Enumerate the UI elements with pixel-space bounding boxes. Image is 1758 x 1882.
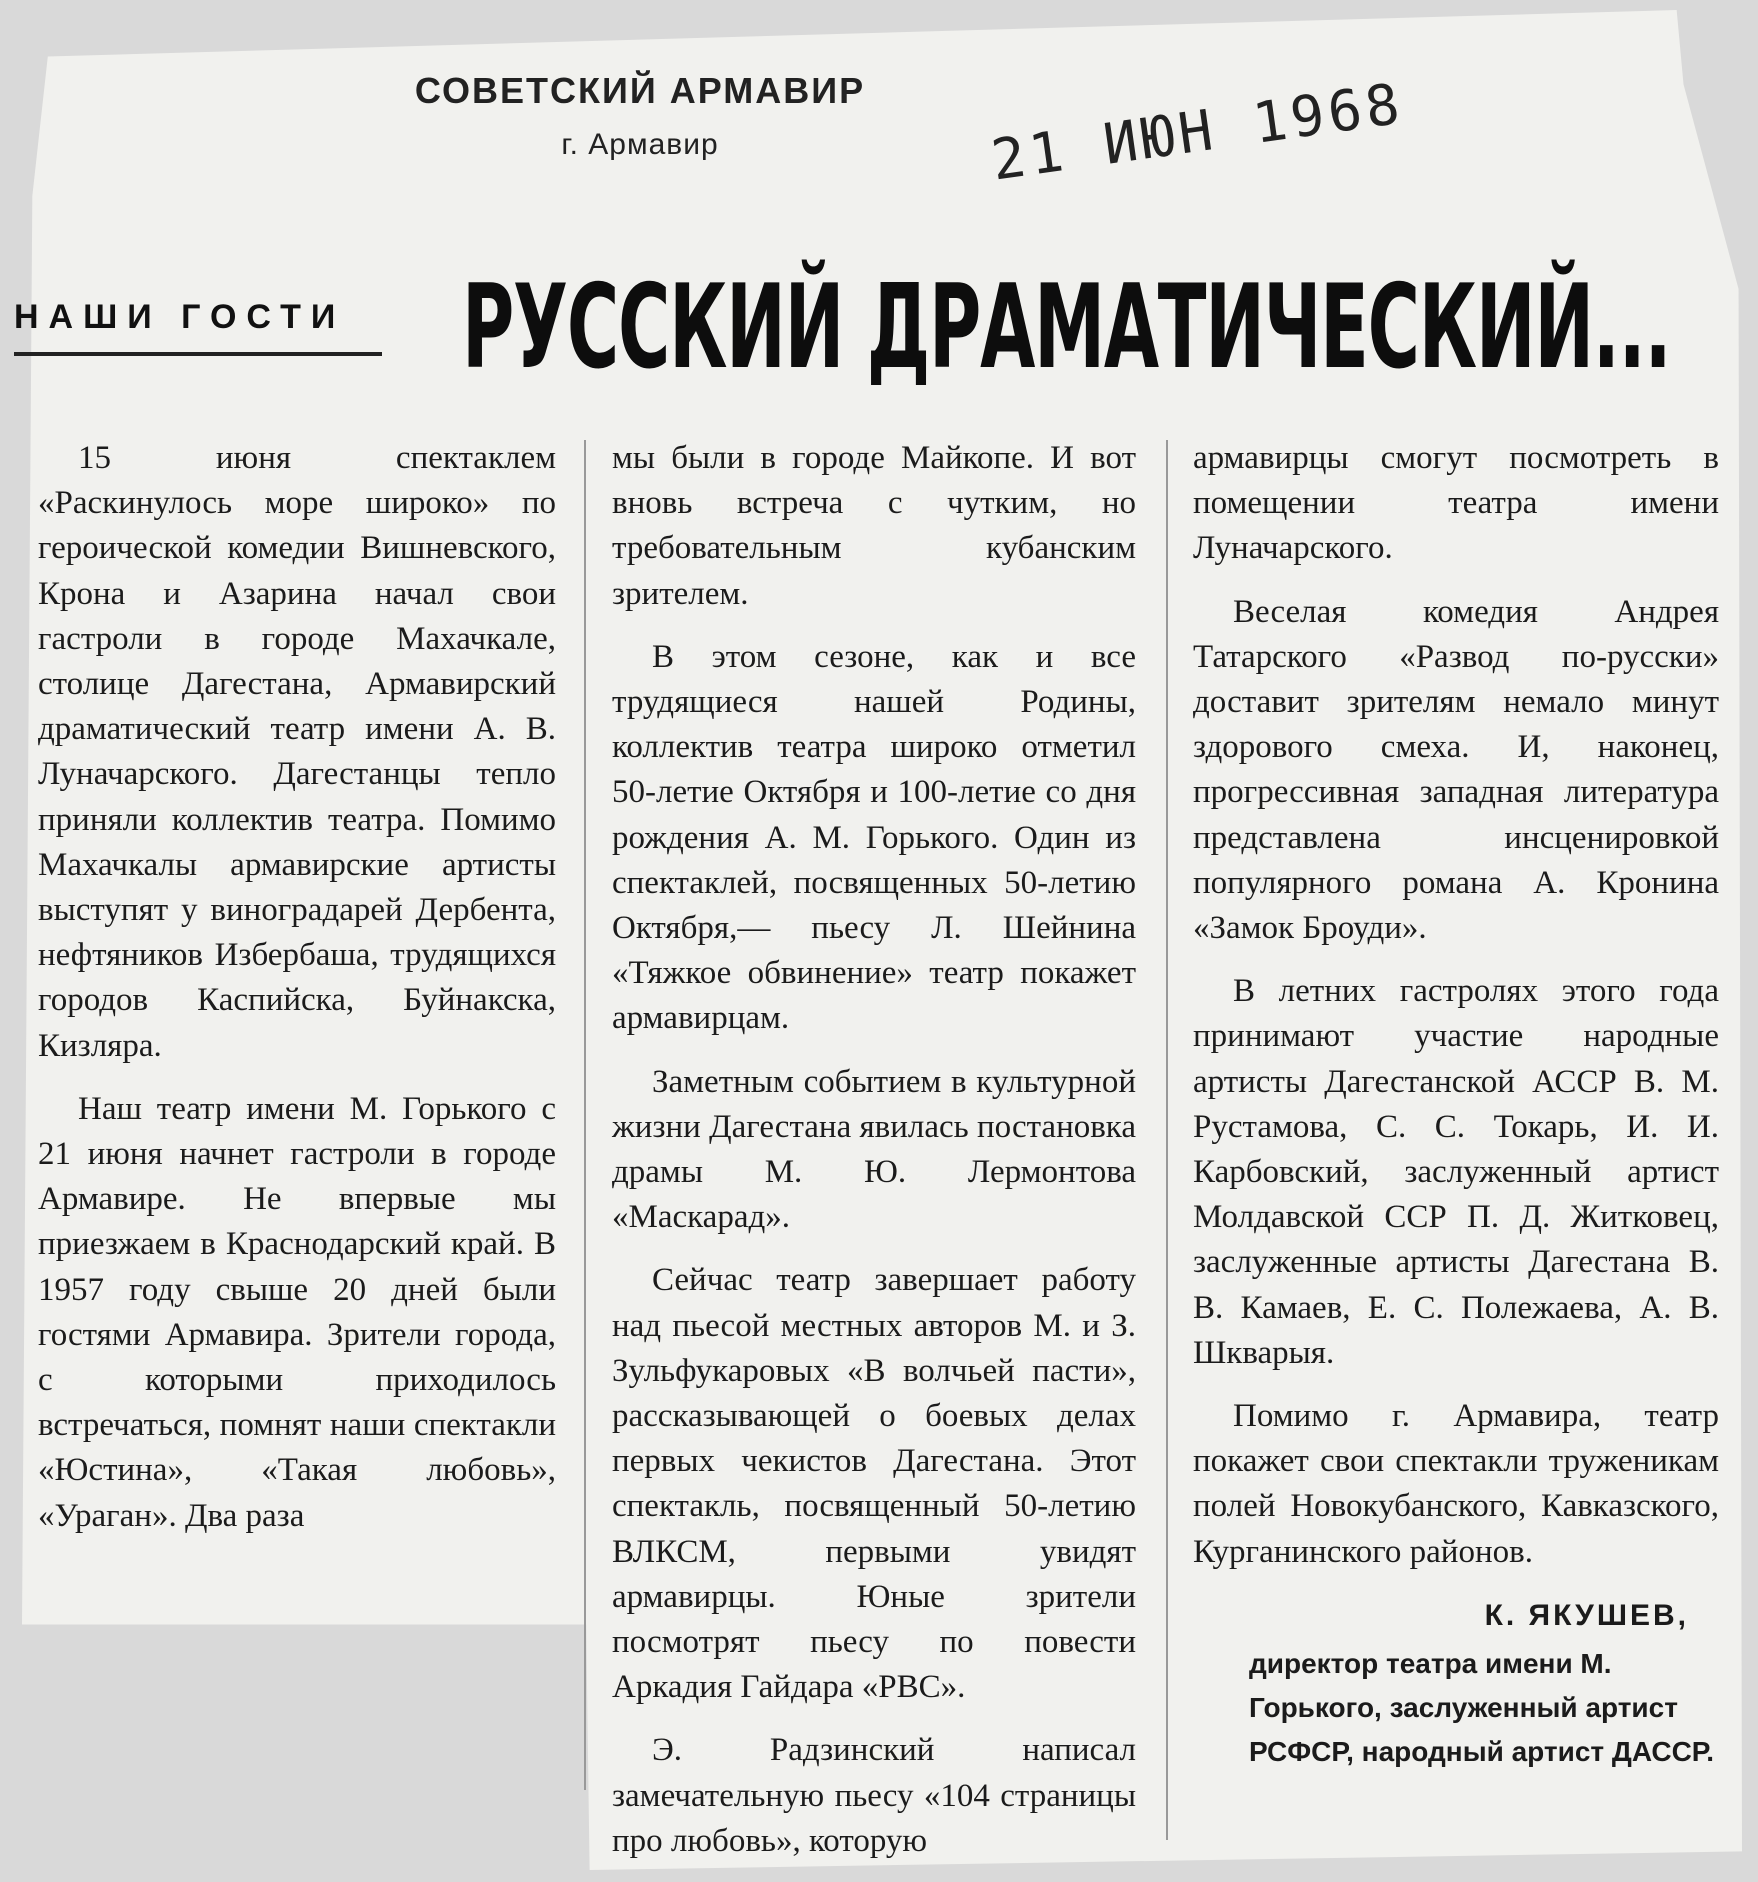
- rubric-underline: [14, 352, 382, 356]
- newspaper-city: г. Армавир: [561, 128, 719, 161]
- paragraph: армавирцы смогут посмотреть в помещении театра имени Луначарского.: [1193, 440, 1719, 567]
- paragraph: Заметным событием в культурной жизни Дагестана явилась постановка драмы М. Ю. Лермонтова «Маскарад».: [612, 1063, 1136, 1236]
- section-rubric: НАШИ ГОСТИ: [14, 298, 346, 336]
- paragraph: Веселая комедия Андрея Татарского «Развод по-русски» доставит зрителям немало минут здорового смеха. И, наконец, прогрессивная западная литература представлена инсценировкой популярного романа А. Кронина «Замок Броуди».: [1193, 593, 1719, 947]
- paragraph: В этом сезоне, как и все трудящиеся нашей Родины, коллектив театра широко отметил 50-летие Октября и 100-летие со дня рождения А. М. Горького. Один из спектаклей, посвященных 50-летию Октября,— пьесу Л. Шейнина «Тяжкое обвинение» театр покажет армавирцам.: [612, 638, 1136, 1037]
- paragraph: В летних гастролях этого года принимают участие народные артисты Дагестанской АССР В. М. Рустамова, С. С. Токарь, И. И. Карбовский, заслуженный артист Молдавской ССР П. Д. Житковец, заслуженные артисты Дагестана В. В. Камаев, Е. С. Полежаева, А. В. Шкварыя.: [1193, 973, 1719, 1371]
- author-name: К. ЯКУШЕВ,: [1484, 1598, 1689, 1632]
- paragraph: Помимо г. Армавира, театр покажет свои спектакли труженикам полей Новокубанского, Кавказского, Курганинского районов.: [1193, 1398, 1719, 1570]
- article-column-3: [1193, 436, 1719, 1774]
- paragraph: Э. Радзинский написал замечательную пьесу «104 страницы про любовь», которую: [612, 1732, 1136, 1859]
- article-column-2: [612, 436, 1136, 1882]
- date-stamp: 21 ИЮН 1968: [987, 71, 1408, 194]
- paragraph: Сейчас театр завершает работу над пьесой местных авторов М. и З. Зульфукаровых «В волчьей пасти», рассказывающей о боевых делах первых чекистов Дагестана. Этот спектакль, посвященный 50-летию ВЛКСМ, первыми увидят армавирцы. Юные зрители посмотрят пьесу по повести Аркадия Гайдара «РВС».: [612, 1262, 1136, 1706]
- newspaper-title: СОВЕТСКИЙ АРМАВИР: [414, 70, 866, 111]
- paragraph: Наш театр имени М. Горького с 21 июня начнет гастроли в городе Армавире. Не впервые мы приезжаем в Краснодарский край. В 1957 году свыше 20 дней были гостями Армавира. Зрители города, с которыми приходилось встречаться, помнят наши спектакли «Юстина», «Такая любовь», «Ураган». Два раза: [38, 1090, 556, 1534]
- column-divider: [584, 440, 586, 1790]
- author-title: директор театра имени М. Горького, заслуженный артист РСФСР, народный артист ДАССР.: [1249, 1648, 1715, 1768]
- article-headline: РУССКИЙ ДРАМАТИЧЕСКИЙ...: [462, 260, 1671, 395]
- masthead: [400, 70, 880, 162]
- article-column-1: [38, 436, 556, 1557]
- paragraph: 15 июня спектаклем «Раскинулось море широко» по героической комедии Вишневского, Крона и Азарина начал свои гастроли в городе Махачкале, столице Дагестана, Армавирский драматический театр имени А. В. Луначарского. Дагестанцы тепло приняли коллектив театра. Помимо Махачкалы армавирские артисты выступят у виноградарей Дербента, нефтяников Избербаша, трудящихся городов Каспийска, Буйнакска, Кизляра.: [38, 440, 556, 1064]
- column-divider: [1166, 440, 1168, 1840]
- paragraph: мы были в городе Майкопе. И вот вновь встреча с чутким, но требовательным кубанским зрителем.: [612, 440, 1136, 612]
